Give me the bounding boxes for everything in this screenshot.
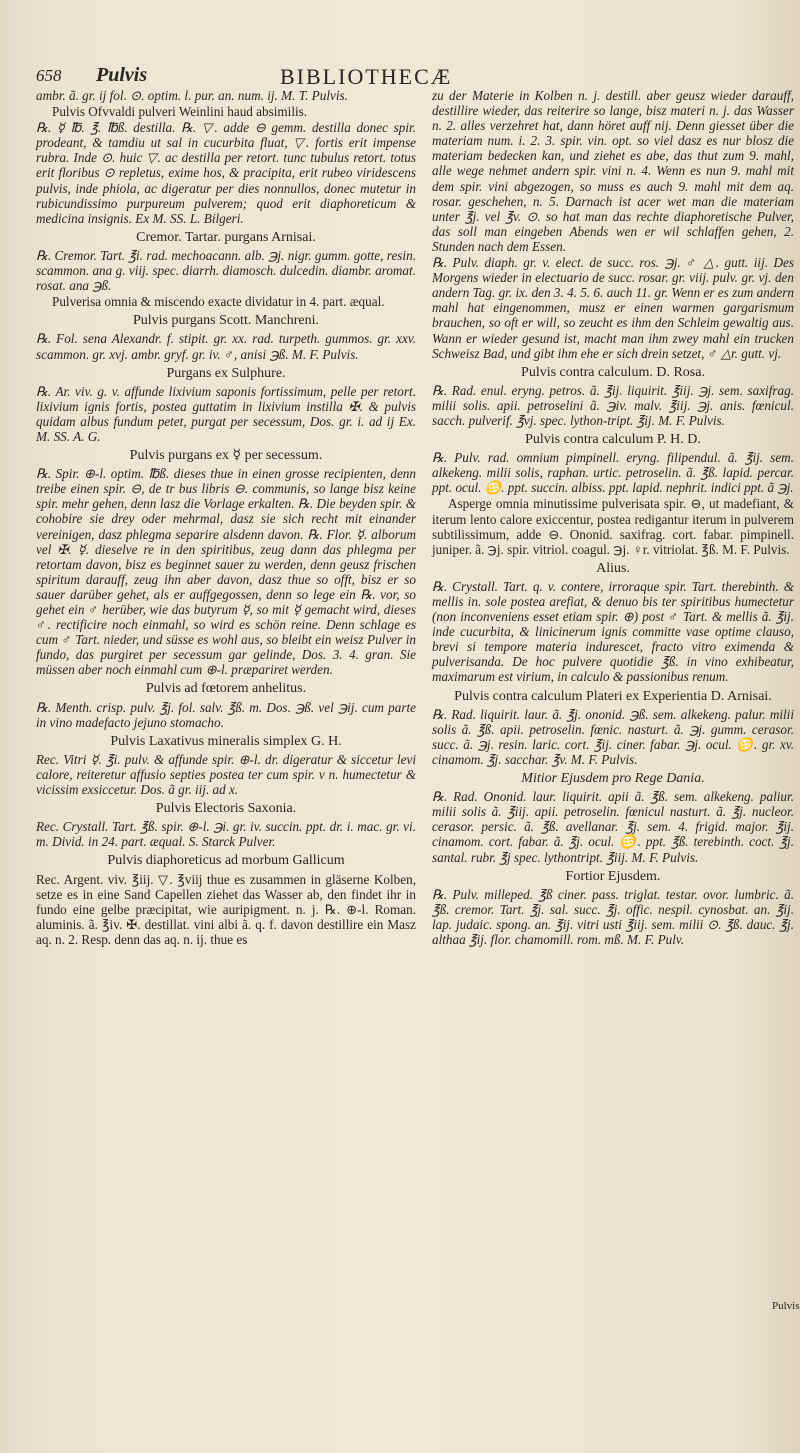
right-paragraph: ℞. Rad. liquirit. laur. ã. ℥j. ononid. ℈ß. sem. alkekeng. palur. milii solis ã. ℥ß. apii. petroselin. fœnic. nasturt. ã. ℈j. gumm. cerasor. succ. ã. ℈j. resin. laric. cort. ℥ij. ciner. fabar. ℈j. ocul. ♋. gr. xv. cinamom. ℥j. sacchar. ℥v. M. F. Pulvis. bbox=[432, 706, 794, 767]
left-section-heading: Pulvis purgans ex ☿ per secessum. bbox=[129, 448, 323, 464]
left-paragraph: Rec. Crystall. Tart. ℥ß. spir. ⊕-l. ℈i. gr. iv. succin. ppt. dr. i. mac. gr. vi. m. Divid. in 24. part. æqual. S. Starck Pulver. bbox=[36, 819, 416, 850]
left-column bbox=[36, 88, 416, 948]
left-section-heading: Cremor. Tartar. purgans Arnisai. bbox=[136, 229, 316, 245]
left-paragraph: Rec. Argent. viv. ℥iij. ▽. ℥viij thue es zusammen in gläserne Kolben, setze es in eine Sand Capellen ziehet das Wasser ab, den findet ihr in fundo eine gelbe præcipitat, wie auripigment. n. j. ℞. ⊕-l. Roman. aluminis. ã. ℥iv. ✠. destillat. vini albi ã. q. f. davon destillire ein Masz aq. n. 2. Resp. denn das aq. n. ij. thue es bbox=[36, 871, 416, 947]
right-section-heading: Pulvis contra calculum. D. Rosa. bbox=[521, 364, 705, 380]
left-paragraph: ℞. Spir. ⊕-l. optim. ℔ß. dieses thue in einen grosse recipienten, denn treibe einen spir. ⊖, de tr bus libris ⊖. communis, so lange bisz keine spir. mehr gehen, denn lasz die Vorlage erkalten. ℞. Die beyden spir. & cohobire sie drey oder mehrmal, dasz sie sich recht mit einander vereinigen, dasz phlegma separire alsdenn davon. ℞. Flor. ☿. alborum vel ✠. ☿. dieselve re in den spiritibus, zeug dann das phlegma per retortam davon, bisz es beginnet sauer zu werden, denn geusz frischen spiritum darauff, zeug ihn aber davon, dasz thue so offt, bisz er so sauer darüber gehet, als er auffgegossen, denn so lege ein ℞. vor, so gehet ein ♂ herüber, wie das butyrum ☿, so mit ☿ gemacht wird, dieses ♂. rectificire noch einmahl, so wird es schön reine. Denn schlage es cum ♂ Tart. nieder, und süsse es wohl aus, so bleibt ein weisz Pulver in fundo, das purgiret per secessum gar gelinde, Dos. 3. 4. gran. Sie müssen aber noch einmahl cum ⊕-l. præpariret werden. bbox=[36, 466, 416, 678]
page-number: 658 bbox=[36, 66, 62, 85]
left-section-heading: Pulvis ad fœtorem anhelitus. bbox=[145, 681, 307, 697]
left-paragraph: ℞. Fol. sena Alexandr. f. stipit. gr. xx. rad. turpeth. gummos. gr. xxv. scammon. gr. xvj. ambr. gryf. gr. iv. ♂, anisi ℈ß. M. F. Pulvis. bbox=[36, 331, 416, 362]
right-paragraph: ℞. Rad. Ononid. laur. liquirit. apii ã. ℥ß. sem. alkekeng. paliur. milii solis ã. ℥iij. apii. petroselin. fœnicul nasturt. ã. ℥j. nucleor. cerasor. persic. ã. ℥ß. avellanar. ℥j. sem. 4. frigid. major. ℥ij. cinamom. cort. fabar. ã. ℥j. ocul. ♋. ppt. ℥ß. terebinth. coct. ℥j. santal. rubr. ℥j spec. lythontript. ℥iij. M. F. Pulvis. bbox=[432, 789, 794, 865]
right-section-heading: Fortior Ejusdem. bbox=[565, 868, 661, 884]
right-paragraph: ℞. Pulv. milleped. ℥ß ciner. pass. triglat. testar. ovor. lumbric. ã. ℥ß. cremor. Tart. ℥j. sal. succ. ℥j. offic. nespil. cynosbat. an. ℥ij. lap. judaic. spong. an. ℥ij. vitri usti ℥iij. sem. milii ⊙. ℥ß. dauc. ℥j. althaa ℥ij. flor. chamomill. rom. mß. M. F. Pulv. bbox=[432, 886, 794, 947]
right-column bbox=[432, 88, 794, 948]
running-head-center: BIBLIOTHECÆ bbox=[280, 64, 453, 89]
left-paragraph: Rec. Vitri ☿. ℥i. pulv. & affunde spir. ⊕-l. dr. digeratur & siccetur levi calore, reiteretur affusio septies postea ter cum spir. v n. humectetur & vicissim exsiccetur. Dos. ã gr. iij. ad x. bbox=[36, 751, 416, 798]
right-paragraph: ℞. Pulv. diaph. gr. v. elect. de succ. ros. ℈j. ♂ △. gutt. iij. Des Morgens wieder in electuario de succ. rosar. gr. viij. pulv. gr. vj. den andern Tag. gr. ix. den 3. 4. 5. 6. auch 11. gr. Wenn er es zum andern mahl hat eingenommen, musz er einen warmen gargarismum brauchen, so oft er will, so zeucht es ihm den Schleim gewaltig aus. Wann er wieder gesund ist, macht man ihm zwey mahl ein trucken Schweisz Bad, und gibt ihm ehe er sich drein setzet, ♂ △r. gutt. vj. bbox=[432, 255, 794, 361]
left-section-heading: Pulvis Laxativus mineralis simplex G. H. bbox=[110, 733, 342, 749]
right-section-heading: Mitior Ejusdem pro Rege Dania. bbox=[521, 771, 705, 787]
left-paragraph: ℞. ☿ ℔. ℥. ℔ß. destilla. ℞. ▽. adde ⊖ gemm. destilla donec spir. prodeant, & tamdiu ut sal in cucurbita fluat, ▽. fortis erit impense rubra. Inde ⊙. huic ▽. ac destilla per retort. tunc tubulus retort. totus erit floribus ⊙ repletus, exime hos, & pracipita, erit rubeo viridescens pulvis, inde phiola, ac digeratur per dies nonnullos, donec mutetur in rubicundissimo purpureum pulverem; quod erit diaphoreticum & medicina insignis. Ex M. SS. L. Bilgeri. bbox=[36, 120, 416, 226]
left-section-heading: Pulvis Electoris Saxonia. bbox=[155, 801, 297, 817]
left-section-heading: Pulvis diaphoreticus ad morbum Gallicum bbox=[107, 853, 345, 869]
left-paragraph: Pulverisa omnia & miscendo exacte dividatur in 4. part. æqual. bbox=[52, 294, 385, 310]
right-paragraph: ℞. Pulv. rad. omnium pimpinell. eryng. filipendul. ã. ℥ij. sem. alkekeng. milii solis, raphan. urtic. petroselin. ã. ℥ß. lapid. percar. ppt. ocul. ♋. ppt. succin. albiss. ppt. lapid. nephrit. indici ppt. ã ℈j. bbox=[432, 450, 794, 496]
right-paragraph: zu der Materie in Kolben n. j. destill. aber geusz wieder darauff, destillire wieder, das reiterire so lange, bisz materi n. j. das Wasser n. 2. alles verzehret hat, dann höret auff nij. Denn giesset über die materiam num. i. 2. 3. spir. vin. opt. so viel dasz es nur blosz die materiam bedecken kan, und ziehet es abe, das thut zum 9. mahl, alle wege nehmet andern spir. vini n. 4. Wenn es nun 9. mahl mit dem spir. vini abgezogen, so muss es auch 9. mahl mit dem aq. rosar. geschehen, n. 5. Darnach ist acer wet man die materiam unter ℥j. vel ℥v. ⊙. so hat man das rechte diaphoretische Pulver, das soll man eingeben Abends wen er wil schlaffen gehen, 2. Stunden nach dem Essen. bbox=[432, 88, 794, 254]
running-head-left: Pulvis bbox=[96, 64, 148, 86]
left-paragraph: ℞. Ar. viv. g. v. affunde lixivium saponis fortissimum, pelle per retort. lixivium ignis fortis, postea guttatim in lixivium instilla ✠. & pulvis quidam albus fundum petet, purgat per secessum, Dos. gr. i. ad ij Ex. M. SS. A. G. bbox=[36, 383, 416, 444]
right-paragraph: ℞. Rad. enul. eryng. petros. ã. ℥ij. liquirit. ℥iij. ℈j. sem. saxifrag. milii solis. apii. petroselini ã. ℈iv. malv. ℥iij. ℈j. anis. fœnicul. sacch. pulverif. ℥vj. spec. lython-tript. ℥ij. M. F. Pulvis. bbox=[432, 382, 794, 428]
left-section-heading: Purgans ex Sulphure. bbox=[166, 365, 286, 381]
right-section-heading: Alius. bbox=[596, 560, 630, 576]
left-paragraph: ambr. ã. gr. ij fol. ⊙. optim. l. pur. an. num. ij. M. T. Pulvis. bbox=[36, 88, 348, 103]
catchword: Pulvis bbox=[772, 1300, 800, 1312]
left-paragraph: ℞. Menth. crisp. pulv. ℥j. fol. salv. ℥ß. m. Dos. ℈ß. vel ℈ij. cum parte in vino madefacto jejuno stomacho. bbox=[36, 699, 416, 730]
right-section-heading: Pulvis contra calculum P. H. D. bbox=[525, 432, 701, 448]
right-paragraph: Asperge omnia minutissime pulverisata spir. ⊖, ut madefiant, & iterum lento calore exiccentur, postea redigantur iterum in pulverem subtilissimum, adde ⊖. Ononid. saxifrag. cort. fabar. pimpinell. juniper. ã. ℈j. spir. vitriol. coagul. ℈j. ♀r. vitriolat. ℥ß. M. F. Pulvis. bbox=[432, 496, 794, 557]
right-section-heading: Pulvis contra calculum Plateri ex Experientia D. Arnisai. bbox=[454, 688, 772, 704]
left-section-heading: Pulvis purgans Scott. Manchreni. bbox=[132, 313, 319, 329]
right-paragraph: ℞. Crystall. Tart. q. v. contere, irroraque spir. Tart. therebinth. & mellis in. sole postea arefiat, & denuo bis ter spiritibus humectetur (non inconveniens esset etiam spir. ⊕) post ♂ Tart. & mellis ã. ℥ij. inde cucurbita, & linicinerum ignis committe vase optime clauso, brevi si tempore materia indurescet, fracto vitro eximenda & pulverisanda. De hoc pulvere quotidie ℥ß. in vino exhibeatur, maximarum est virium, in calculo & passionibus renum. bbox=[432, 578, 794, 685]
left-paragraph: ℞. Cremor. Tart. ℥i. rad. mechoacann. alb. ℈j. nigr. gumm. gotte, resin. scammon. ana g. viij. spec. diarrh. diamosch. dulcedin. diambr. aromat. rosat. ana ℈ß. bbox=[36, 247, 416, 294]
left-paragraph: Pulvis Ofvvaldi pulveri Weinlini haud absimilis. bbox=[52, 104, 308, 120]
